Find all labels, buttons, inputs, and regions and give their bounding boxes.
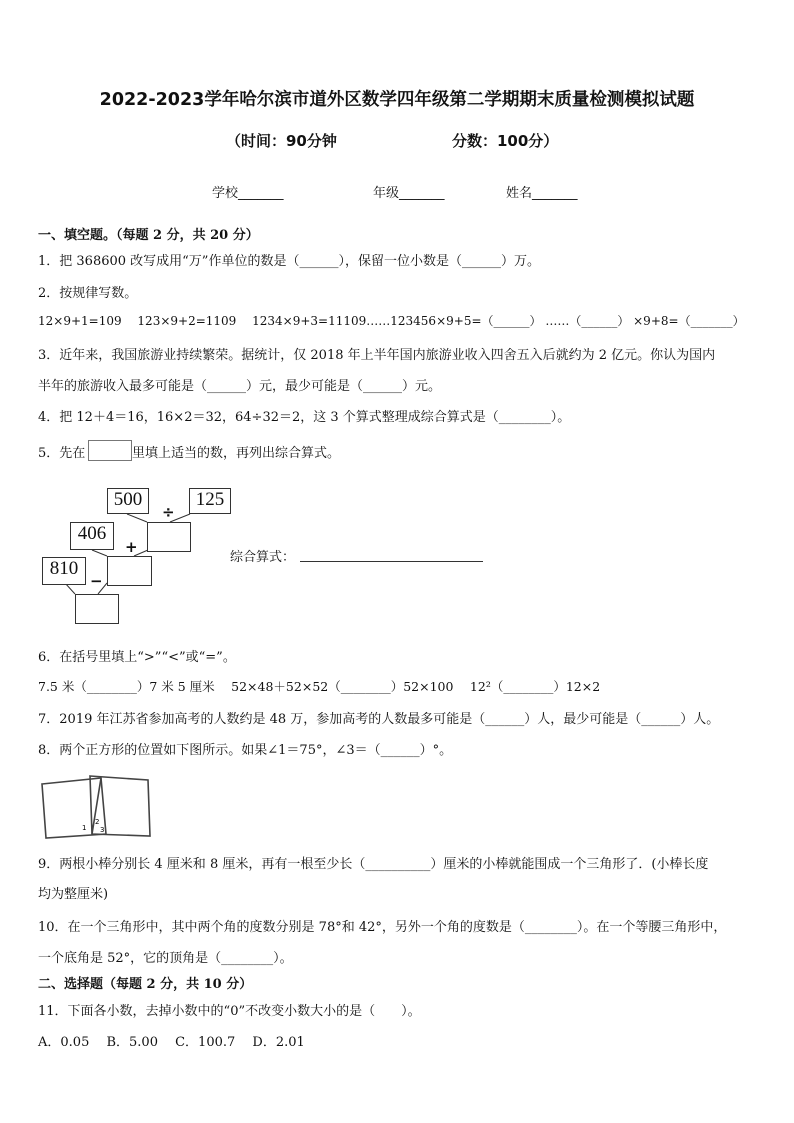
question-10-line1: 10．在一个三角形中，其中两个角的度数分别是 78°和 42°，另外一个角的度数是（________）。在一个等腰三角形中， xyxy=(38,920,727,935)
two-squares-figure xyxy=(40,772,152,840)
plus-sign: + xyxy=(125,538,138,556)
divide-sign: ÷ xyxy=(162,503,175,521)
angle-3-label: 3 xyxy=(100,826,105,834)
angle-1-label: 1 xyxy=(82,824,87,832)
question-6: 6．在括号里填上“>”“<”或“=”。 xyxy=(38,650,236,665)
formula-label: 综合算式： xyxy=(230,550,296,565)
grade-field: 年级_______ xyxy=(373,186,445,201)
formula-answer-line[interactable] xyxy=(300,561,483,562)
number-box-500: 500 xyxy=(107,488,149,514)
number-box-810: 810 xyxy=(42,557,86,585)
question-7: 7．2019 年江苏省参加高考的人数约是 48 万，参加高考的人数最多可能是（______）人，最少可能是（______）人。 xyxy=(38,712,720,727)
question-11-options: A．0.05 B．5.00 C．100.7 D．2.01 xyxy=(38,1035,305,1050)
question-10-line2: 一个底角是 52°，它的顶角是（________）。 xyxy=(38,951,293,966)
time-label: （时间：90分钟 xyxy=(226,132,337,150)
question-3-line1: 3．近年来，我国旅游业持续繁荣。据统计，仅 2018 年上半年国内旅游业收入四舍五入后就约为 2 亿元。你认为国内 xyxy=(38,348,716,363)
question-11: 11．下面各小数，去掉小数中的“0”不改变小数大小的是（ ）。 xyxy=(38,1004,421,1019)
question-1: 1．把 368600 改写成用“万”作单位的数是（______），保留一位小数是（______）万。 xyxy=(38,254,540,269)
section1-heading: 一、填空题。（每题 2 分，共 20 分） xyxy=(38,228,259,243)
section2-heading: 二、选择题（每题 2 分，共 10 分） xyxy=(38,977,253,992)
score-label: 分数：100分） xyxy=(452,132,559,150)
number-box-125: 125 xyxy=(189,488,231,514)
question-5-prefix: 5．先在 xyxy=(38,446,86,461)
minus-sign: − xyxy=(90,572,103,590)
question-9-line2: 均为整厘米) xyxy=(38,887,109,902)
page-title: 2022-2023学年哈尔滨市道外区数学四年级第二学期期末质量检测模拟试题 xyxy=(99,90,695,110)
school-field: 学校_______ xyxy=(212,186,284,201)
number-box-406: 406 xyxy=(70,522,114,550)
question-5-suffix: 里填上适当的数，再列出综合算式。 xyxy=(132,446,341,461)
question-9-line1: 9．两根小棒分别长 4 厘米和 8 厘米，再有一根至少长（__________）厘米的小棒就能围成一个三角形了．(小棒长度 xyxy=(38,857,709,872)
answer-box-quotient[interactable] xyxy=(147,522,191,552)
question-8: 8．两个正方形的位置如下图所示。如果∠1＝75°，∠3＝（______）°。 xyxy=(38,743,453,758)
question-6-items: 7.5 米（________）7 米 5 厘米 52×48＋52×52（________）52×100 12²（________）12×2 xyxy=(38,679,601,694)
angle-2-label: 2 xyxy=(95,818,100,826)
question-2: 2．按规律写数。 xyxy=(38,286,138,301)
question-2-sequence: 12×9+1=109 123×9+2=1109 1234×9+3=11109……123456×9+5=（______） ……（______） ×9+8=（_______） xyxy=(38,314,745,328)
question-3-line2: 半年的旅游收入最多可能是（______）元，最少可能是（______）元。 xyxy=(38,379,442,394)
question-4: 4．把 12＋4＝16，16×2＝32，64÷32＝2，这 3 个算式整理成综合算式是（________）。 xyxy=(38,410,571,425)
answer-box-sum[interactable] xyxy=(107,556,152,586)
name-field: 姓名_______ xyxy=(506,186,578,201)
answer-box-difference[interactable] xyxy=(75,594,119,624)
